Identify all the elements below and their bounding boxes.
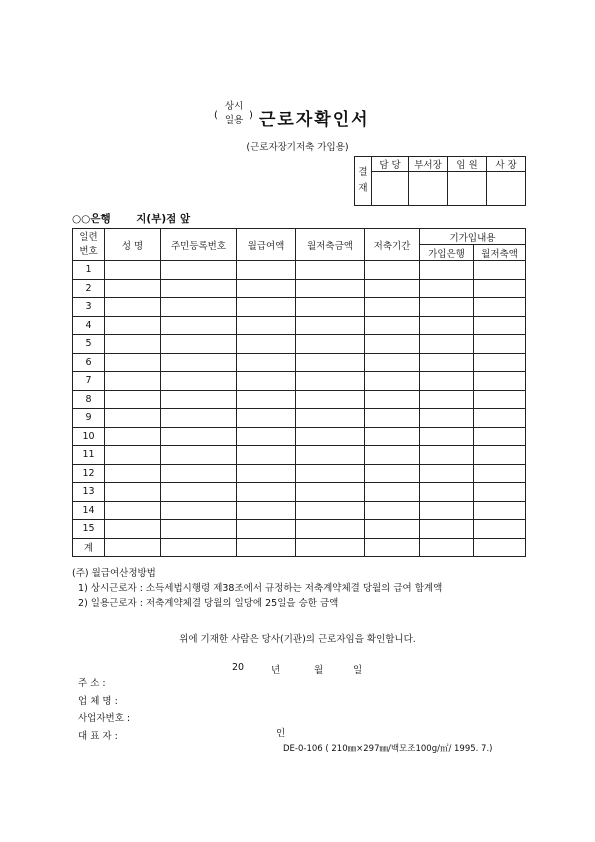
approval-col-dept-head: 부서장 [409,157,448,172]
table-cell[interactable] [105,261,161,280]
row-number: 2 [73,279,105,298]
row-number: 4 [73,316,105,335]
table-cell[interactable] [296,538,365,557]
row-number: 8 [73,390,105,409]
table-row [73,372,526,391]
table-cell[interactable] [474,372,526,391]
table-cell[interactable] [365,501,420,520]
table-cell[interactable] [161,464,237,483]
table-cell[interactable] [237,261,296,280]
table-cell[interactable] [474,446,526,465]
table-cell[interactable] [474,279,526,298]
header-monthly-saving: 월저축금액 [296,229,365,261]
table-cell[interactable] [296,261,365,280]
table-cell[interactable] [161,261,237,280]
header-name: 성 명 [105,229,161,261]
title-option-daily: 일용 [224,115,244,126]
company-fields [78,675,130,746]
table-cell[interactable] [474,409,526,428]
table-cell[interactable] [237,501,296,520]
table-cell[interactable] [105,427,161,446]
table-cell[interactable] [365,520,420,539]
table-cell[interactable] [161,501,237,520]
approval-sign-2[interactable] [409,172,448,206]
table-cell[interactable] [105,390,161,409]
table-cell[interactable] [161,279,237,298]
table-cell[interactable] [365,409,420,428]
table-cell[interactable] [474,390,526,409]
date-day-label: 일 [353,665,363,676]
table-cell[interactable] [420,279,474,298]
table-row [73,390,526,409]
header-existing-bank: 가입은행 [420,245,474,261]
field-biz-no: 사업자번호 : [78,713,131,725]
table-cell[interactable] [237,464,296,483]
table-cell[interactable] [420,335,474,354]
row-number: 3 [73,298,105,317]
field-company: 업 체 명 : [78,695,118,707]
approval-sign-1[interactable] [372,172,409,206]
table-row [73,501,526,520]
table-row [73,261,526,280]
approval-side-1: 결 [358,167,368,178]
table-cell[interactable] [105,353,161,372]
table-cell[interactable] [474,353,526,372]
table-cell[interactable] [420,538,474,557]
table-cell[interactable] [420,501,474,520]
row-number: 14 [73,501,105,520]
table-cell[interactable] [161,372,237,391]
table-cell[interactable] [365,390,420,409]
table-cell[interactable] [474,501,526,520]
table-cell[interactable] [420,261,474,280]
table-row [73,409,526,428]
table-cell[interactable] [420,409,474,428]
title-paren-close: ) [249,110,253,121]
table-row [73,335,526,354]
form-code: DE-0-106 ( 210㎜×297㎜/백모조100g/㎡/ 1995. 7.) [283,744,493,754]
table-cell[interactable] [474,520,526,539]
date-month-label: 월 [314,665,324,676]
table-cell[interactable] [161,316,237,335]
confirm-text: 위에 기재한 사람은 당사(기관)의 근로자임을 확인합니다. [179,634,416,645]
header-seq [73,229,105,261]
table-cell[interactable] [420,520,474,539]
row-number: 15 [73,520,105,539]
approval-side-2: 재 [358,183,368,194]
notes-heading: (주) 월급여산정방법 [72,568,156,579]
header-seq-1: 일련 [79,231,98,243]
title-option-regular: 상시 [224,101,244,112]
row-number: 6 [73,353,105,372]
notes [72,566,442,611]
table-cell[interactable] [420,427,474,446]
header-seq-2: 번호 [79,245,98,257]
table-cell[interactable] [105,372,161,391]
table-cell[interactable] [237,298,296,317]
row-number: 계 [73,538,105,557]
table-cell[interactable] [105,409,161,428]
table-cell[interactable] [474,427,526,446]
table-cell[interactable] [365,464,420,483]
table-cell[interactable] [296,427,365,446]
approval-side-label [355,157,372,206]
table-cell[interactable] [237,427,296,446]
table-row [73,353,526,372]
table-cell[interactable] [161,483,237,502]
approval-col-manager: 담 당 [372,157,409,172]
table-cell[interactable] [365,372,420,391]
table-cell[interactable] [420,316,474,335]
table-cell[interactable] [296,483,365,502]
table-cell[interactable] [296,298,365,317]
table-cell[interactable] [237,372,296,391]
header-saving-period: 저축기간 [365,229,420,261]
row-number: 5 [73,335,105,354]
table-cell[interactable] [105,464,161,483]
table-cell[interactable] [365,353,420,372]
bank-line [72,211,190,226]
table-cell[interactable] [296,390,365,409]
table-cell[interactable] [237,483,296,502]
table-cell[interactable] [296,353,365,372]
approval-sign-4[interactable] [487,172,526,206]
table-cell[interactable] [420,464,474,483]
table-row [73,464,526,483]
worker-table [72,228,526,557]
table-cell[interactable] [365,335,420,354]
header-resident-no: 주민등록번호 [161,229,237,261]
approval-col-president: 사 장 [487,157,526,172]
row-number: 13 [73,483,105,502]
table-row [73,446,526,465]
table-cell[interactable] [474,538,526,557]
table-cell[interactable] [296,464,365,483]
table-cell[interactable] [237,446,296,465]
table-cell[interactable] [420,446,474,465]
table-cell[interactable] [474,261,526,280]
table-cell[interactable] [365,446,420,465]
table-cell[interactable] [161,427,237,446]
table-cell[interactable] [296,335,365,354]
table-cell[interactable] [161,335,237,354]
approval-col-executive: 임 원 [448,157,487,172]
table-cell[interactable] [365,261,420,280]
table-cell[interactable] [296,316,365,335]
table-row [73,316,526,335]
table-cell[interactable] [474,335,526,354]
table-cell[interactable] [237,335,296,354]
table-cell[interactable] [474,464,526,483]
title-main: 근로자확인서 [259,110,370,130]
subtitle: (근로자장기저축 가입용) [246,142,349,153]
table-cell[interactable] [420,483,474,502]
table-cell[interactable] [105,501,161,520]
table-cell[interactable] [161,390,237,409]
table-row [73,279,526,298]
table-cell[interactable] [105,446,161,465]
header-monthly-wage: 월급여액 [237,229,296,261]
table-cell[interactable] [161,409,237,428]
table-cell[interactable] [237,279,296,298]
table-cell[interactable] [474,316,526,335]
table-cell[interactable] [420,372,474,391]
table-cell[interactable] [105,316,161,335]
table-row [73,483,526,502]
table-cell[interactable] [365,298,420,317]
table-cell[interactable] [105,298,161,317]
table-cell[interactable] [105,483,161,502]
table-cell[interactable] [420,298,474,317]
seal-mark: 인 [276,728,286,739]
table-cell[interactable] [296,279,365,298]
table-cell[interactable] [474,483,526,502]
field-ceo: 대 표 자 : [78,731,118,743]
field-address: 주 소 : [78,678,106,689]
notes-line-1: 1) 상시근로자 : 소득세법시행령 제38조에서 규정하는 저축계약체결 당월의 급여 합계액 [72,583,443,594]
approval-box [354,156,526,206]
header-existing: 기가입내용 [420,229,526,245]
notes-line-2: 2) 일용근로자 : 저축계약체결 당월의 일당에 25일을 승한 금액 [72,598,339,609]
table-cell[interactable] [161,538,237,557]
table-cell[interactable] [237,520,296,539]
table-row [73,298,526,317]
table-cell[interactable] [296,520,365,539]
table-cell[interactable] [105,520,161,539]
row-number: 9 [73,409,105,428]
table-cell[interactable] [105,279,161,298]
table-row [73,427,526,446]
table-cell[interactable] [237,390,296,409]
table-cell[interactable] [161,520,237,539]
table-cell[interactable] [365,427,420,446]
table-cell[interactable] [105,335,161,354]
table-cell[interactable] [237,353,296,372]
table-cell[interactable] [365,279,420,298]
row-number: 10 [73,427,105,446]
table-cell[interactable] [296,446,365,465]
table-total-row [73,538,526,557]
table-row [73,520,526,539]
table-cell[interactable] [237,538,296,557]
table-cell[interactable] [296,501,365,520]
table-cell[interactable] [161,353,237,372]
row-number: 1 [73,261,105,280]
table-cell[interactable] [296,409,365,428]
table-cell[interactable] [237,409,296,428]
bank-name: ○○은행 [72,213,111,225]
table-cell[interactable] [420,390,474,409]
title-paren-open: ( [214,110,218,121]
date-year: 20 [232,662,245,673]
table-cell[interactable] [161,298,237,317]
bank-branch: 지(부)점 앞 [136,213,191,225]
table-cell[interactable] [474,298,526,317]
table-cell[interactable] [365,483,420,502]
table-cell[interactable] [365,538,420,557]
date-year-label: 년 [271,665,281,676]
row-number: 11 [73,446,105,465]
row-number: 7 [73,372,105,391]
document-title [0,100,595,134]
row-number: 12 [73,464,105,483]
table-cell[interactable] [296,372,365,391]
table-cell[interactable] [161,446,237,465]
header-existing-amount: 월저축액 [474,245,526,261]
table-cell[interactable] [105,538,161,557]
approval-sign-3[interactable] [448,172,487,206]
table-cell[interactable] [237,316,296,335]
table-cell[interactable] [365,316,420,335]
table-cell[interactable] [420,353,474,372]
